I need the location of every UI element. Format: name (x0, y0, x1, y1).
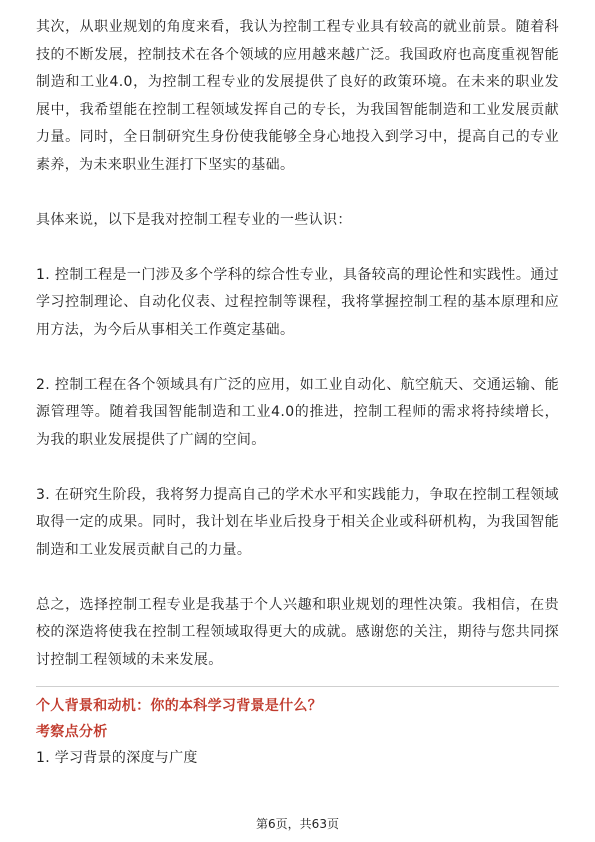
paragraph-career-planning: 其次，从职业规划的角度来看，我认为控制工程专业具有较高的就业前景。随着科技的不断发展，控制技术在各个领域的应用越来越广泛。我国政府也高度重视智能制造和工业4.0，为控制工程专业的发展提供了良好的政策环境。在未来的职业发展中，我希望能在控制工程领域发挥自己的专长，为我国智能制造和工业发展贡献力量。同时，全日制研究生身份使我能够全身心地投入到学习中，提高自己的专业素养，为未来职业生涯打下坚实的基础。 (36, 19, 559, 173)
question-heading: 个人背景和动机：你的本科学习背景是什么？ (36, 698, 322, 714)
paragraph-conclusion: 总之，选择控制工程专业是我基于个人兴趣和职业规划的理性决策。我相信，在贵校的深造将使我在控制工程领域取得更大的成就。感谢您的关注，期待与您共同探讨控制工程领域的未来发展。 (36, 596, 559, 668)
section-divider (36, 686, 559, 687)
paragraph-point-3: 3. 在研究生阶段，我将努力提高自己的学术水平和实践能力，争取在控制工程领域取得一定的成果。同时，我计划在毕业后投身于相关企业或科研机构，为我国智能制造和工业发展贡献自己的力量。 (36, 486, 559, 558)
paragraph-point-2: 2. 控制工程在各个领域具有广泛的应用，如工业自动化、航空航天、交通运输、能源管理等。随着我国智能制造和工业4.0的推进，控制工程师的需求将持续增长，为我的职业发展提供了广阔的空间。 (36, 376, 559, 448)
analysis-item: 1. 学习背景的深度与广度 (36, 750, 198, 766)
paragraph-point-1: 1. 控制工程是一门涉及多个学科的综合性专业，具备较高的理论性和实践性。通过学习控制理论、自动化仪表、过程控制等课程，我将掌握控制工程的基本原理和应用方法，为今后从事相关工作奠定基础。 (36, 266, 559, 338)
page-number: 第6页，共63页 (256, 817, 339, 831)
paragraph-intro-list: 具体来说，以下是我对控制工程专业的一些认识： (36, 211, 352, 228)
analysis-heading: 考察点分析 (36, 724, 108, 740)
document-body (36, 14, 559, 771)
